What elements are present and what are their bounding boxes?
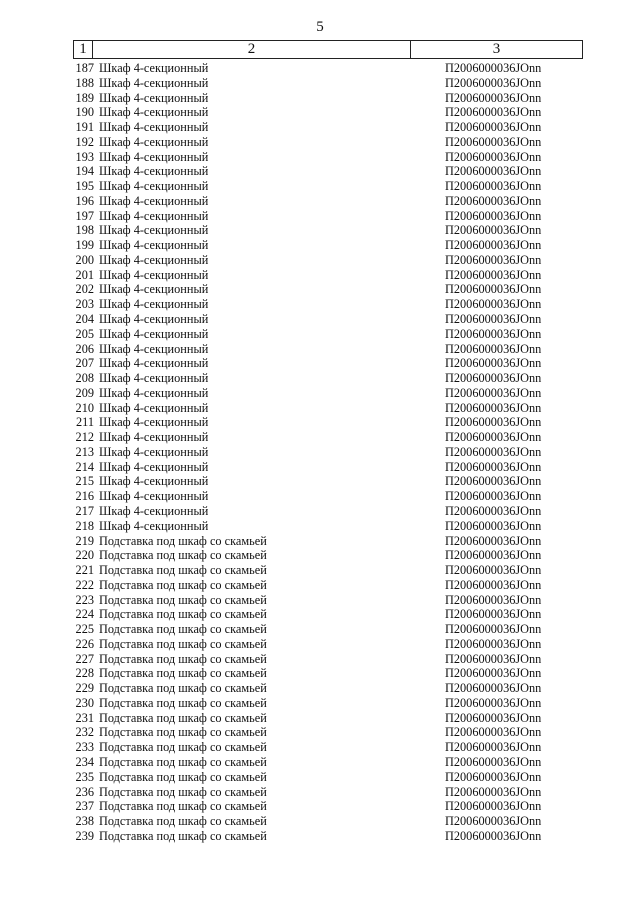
table-row [0,297,640,312]
item-code: П2006000036JOnn [445,828,542,843]
item-code: П2006000036JOnn [445,105,542,120]
row-number: 212 [75,430,94,445]
item-name: Подставка под шкаф со скамьей [99,710,267,725]
row-number: 200 [75,252,94,267]
row-number: 233 [75,740,94,755]
item-code: П2006000036JOnn [445,238,542,253]
row-number: 237 [75,799,94,814]
table-row [0,194,640,209]
item-name: Подставка под шкаф со скамьей [99,681,267,696]
table-row [0,578,640,593]
item-code: П2006000036JOnn [445,725,542,740]
item-name: Шкаф 4-секционный [99,312,209,327]
item-code: П2006000036JOnn [445,548,542,563]
item-code: П2006000036JOnn [445,474,542,489]
row-number: 198 [75,223,94,238]
item-name: Шкаф 4-секционный [99,430,209,445]
item-name: Подставка под шкаф со скамьей [99,814,267,829]
table-row [0,652,640,667]
table-row [0,342,640,357]
row-number: 201 [75,267,94,282]
table-row [0,563,640,578]
table-row [0,268,640,283]
table-row [0,164,640,179]
row-number: 238 [75,814,94,829]
item-name: Подставка под шкаф со скамьей [99,533,267,548]
item-name: Подставка под шкаф со скамьей [99,769,267,784]
row-number: 188 [75,75,94,90]
item-name: Шкаф 4-секционный [99,75,209,90]
table-row [0,489,640,504]
item-code: П2006000036JOnn [445,385,542,400]
table-row [0,401,640,416]
table-row [0,76,640,91]
table-row [0,253,640,268]
item-name: Подставка под шкаф со скамьей [99,577,267,592]
row-number: 203 [75,297,94,312]
row-number: 220 [75,548,94,563]
table-body [0,61,640,844]
row-number: 226 [75,636,94,651]
item-code: П2006000036JOnn [445,312,542,327]
row-number: 227 [75,651,94,666]
table-row [0,799,640,814]
item-code: П2006000036JOnn [445,814,542,829]
row-number: 207 [75,356,94,371]
table-row [0,386,640,401]
table-row [0,371,640,386]
item-name: Шкаф 4-секционный [99,415,209,430]
item-code: П2006000036JOnn [445,651,542,666]
row-number: 232 [75,725,94,740]
row-number: 194 [75,164,94,179]
item-code: П2006000036JOnn [445,563,542,578]
item-code: П2006000036JOnn [445,503,542,518]
item-name: Шкаф 4-секционный [99,282,209,297]
item-code: П2006000036JOnn [445,681,542,696]
row-number: 216 [75,489,94,504]
item-code: П2006000036JOnn [445,164,542,179]
item-name: Шкаф 4-секционный [99,208,209,223]
item-name: Шкаф 4-секционный [99,61,209,75]
row-number: 236 [75,784,94,799]
item-name: Шкаф 4-секционный [99,223,209,238]
row-number: 231 [75,710,94,725]
row-number: 199 [75,238,94,253]
table-row [0,666,640,681]
item-code: П2006000036JOnn [445,607,542,622]
item-code: П2006000036JOnn [445,208,542,223]
item-code: П2006000036JOnn [445,297,542,312]
item-name: Шкаф 4-секционный [99,105,209,120]
table-row [0,430,640,445]
item-code: П2006000036JOnn [445,61,542,75]
item-name: Подставка под шкаф со скамьей [99,548,267,563]
table-row [0,105,640,120]
row-number: 208 [75,371,94,386]
table-row [0,534,640,549]
item-name: Подставка под шкаф со скамьей [99,592,267,607]
row-number: 217 [75,503,94,518]
table-row [0,755,640,770]
table-row [0,179,640,194]
row-number: 224 [75,607,94,622]
row-number: 223 [75,592,94,607]
row-number: 197 [75,208,94,223]
item-code: П2006000036JOnn [445,267,542,282]
row-number: 205 [75,326,94,341]
table-row [0,150,640,165]
item-code: П2006000036JOnn [445,415,542,430]
row-number: 235 [75,769,94,784]
row-number: 190 [75,105,94,120]
table-row [0,209,640,224]
row-number: 230 [75,695,94,710]
row-number: 191 [75,120,94,135]
item-code: П2006000036JOnn [445,90,542,105]
row-number: 234 [75,754,94,769]
table-row [0,593,640,608]
row-number: 202 [75,282,94,297]
row-number: 211 [76,415,94,430]
item-name: Подставка под шкаф со скамьей [99,740,267,755]
item-code: П2006000036JOnn [445,518,542,533]
item-name: Шкаф 4-секционный [99,385,209,400]
item-name: Шкаф 4-секционный [99,474,209,489]
item-code: П2006000036JOnn [445,784,542,799]
item-name: Шкаф 4-секционный [99,134,209,149]
item-code: П2006000036JOnn [445,740,542,755]
table-row [0,356,640,371]
table-row [0,460,640,475]
table-row [0,327,640,342]
item-code: П2006000036JOnn [445,636,542,651]
item-code: П2006000036JOnn [445,193,542,208]
item-name: Подставка под шкаф со скамьей [99,563,267,578]
item-code: П2006000036JOnn [445,489,542,504]
row-number: 209 [75,385,94,400]
item-name: Подставка под шкаф со скамьей [99,784,267,799]
item-name: Шкаф 4-секционный [99,149,209,164]
row-number: 193 [75,149,94,164]
item-name: Шкаф 4-секционный [99,238,209,253]
table-row [0,607,640,622]
item-code: П2006000036JOnn [445,371,542,386]
item-name: Подставка под шкаф со скамьей [99,799,267,814]
header-col-2: 2 [93,41,411,58]
item-name: Шкаф 4-секционный [99,164,209,179]
item-name: Шкаф 4-секционный [99,371,209,386]
row-number: 192 [75,134,94,149]
table-row [0,785,640,800]
table-row [0,238,640,253]
table-row [0,474,640,489]
item-code: П2006000036JOnn [445,459,542,474]
item-code: П2006000036JOnn [445,120,542,135]
page-number: 5 [316,19,324,35]
item-code: П2006000036JOnn [445,326,542,341]
table-row [0,61,640,76]
item-name: Шкаф 4-секционный [99,518,209,533]
table-row [0,135,640,150]
table-row [0,681,640,696]
item-code: П2006000036JOnn [445,444,542,459]
item-name: Шкаф 4-секционный [99,90,209,105]
table-row [0,120,640,135]
item-code: П2006000036JOnn [445,252,542,267]
row-number: 213 [75,444,94,459]
item-code: П2006000036JOnn [445,75,542,90]
header-col-1: 1 [74,41,93,58]
row-number: 206 [75,341,94,356]
item-name: Шкаф 4-секционный [99,356,209,371]
item-name: Шкаф 4-секционный [99,503,209,518]
row-number: 221 [75,563,94,578]
table-row [0,282,640,297]
table-row [0,312,640,327]
table-row [0,445,640,460]
item-code: П2006000036JOnn [445,356,542,371]
table-row [0,814,640,829]
item-code: П2006000036JOnn [445,134,542,149]
item-name: Подставка под шкаф со скамьей [99,666,267,681]
item-code: П2006000036JOnn [445,223,542,238]
table-row [0,696,640,711]
item-name: Подставка под шкаф со скамьей [99,622,267,637]
item-name: Шкаф 4-секционный [99,444,209,459]
item-code: П2006000036JOnn [445,341,542,356]
row-number: 195 [75,179,94,194]
item-code: П2006000036JOnn [445,282,542,297]
table-row [0,637,640,652]
item-name: Подставка под шкаф со скамьей [99,607,267,622]
table-row [0,711,640,726]
item-name: Подставка под шкаф со скамьей [99,636,267,651]
item-name: Шкаф 4-секционный [99,193,209,208]
item-code: П2006000036JOnn [445,179,542,194]
item-code: П2006000036JOnn [445,799,542,814]
row-number: 222 [75,577,94,592]
row-number: 214 [75,459,94,474]
row-number: 204 [75,312,94,327]
item-name: Шкаф 4-секционный [99,179,209,194]
table-row [0,622,640,637]
row-number: 215 [75,474,94,489]
row-number: 228 [75,666,94,681]
item-code: П2006000036JOnn [445,710,542,725]
row-number: 225 [75,622,94,637]
item-name: Подставка под шкаф со скамьей [99,754,267,769]
item-code: П2006000036JOnn [445,754,542,769]
item-code: П2006000036JOnn [445,149,542,164]
item-code: П2006000036JOnn [445,622,542,637]
item-code: П2006000036JOnn [445,400,542,415]
row-number: 189 [75,90,94,105]
item-name: Шкаф 4-секционный [99,341,209,356]
row-number: 210 [75,400,94,415]
header-col-3: 3 [492,41,501,57]
table-row [0,829,640,844]
item-code: П2006000036JOnn [445,533,542,548]
row-number: 218 [75,518,94,533]
row-number: 239 [75,828,94,843]
item-name: Шкаф 4-секционный [99,252,209,267]
item-name: Шкаф 4-секционный [99,326,209,341]
table-row [0,223,640,238]
item-code: П2006000036JOnn [445,666,542,681]
item-code: П2006000036JOnn [445,577,542,592]
table-row [0,415,640,430]
table-row [0,548,640,563]
item-name: Подставка под шкаф со скамьей [99,725,267,740]
item-code: П2006000036JOnn [445,695,542,710]
item-name: Шкаф 4-секционный [99,267,209,282]
item-name: Шкаф 4-секционный [99,459,209,474]
row-number: 229 [75,681,94,696]
table-row [0,740,640,755]
item-name: Шкаф 4-секционный [99,297,209,312]
item-name: Подставка под шкаф со скамьей [99,695,267,710]
table-row [0,770,640,785]
table-row [0,725,640,740]
table-row [0,504,640,519]
item-code: П2006000036JOnn [445,769,542,784]
item-code: П2006000036JOnn [445,430,542,445]
row-number: 196 [75,193,94,208]
item-code: П2006000036JOnn [445,592,542,607]
table-row [0,519,640,534]
table-row [0,91,640,106]
table-header [73,40,583,59]
item-name: Подставка под шкаф со скамьей [99,651,267,666]
item-name: Шкаф 4-секционный [99,400,209,415]
item-name: Шкаф 4-секционный [99,489,209,504]
row-number: 187 [75,61,94,75]
row-number: 219 [75,533,94,548]
item-name: Подставка под шкаф со скамьей [99,828,267,843]
item-name: Шкаф 4-секционный [99,120,209,135]
